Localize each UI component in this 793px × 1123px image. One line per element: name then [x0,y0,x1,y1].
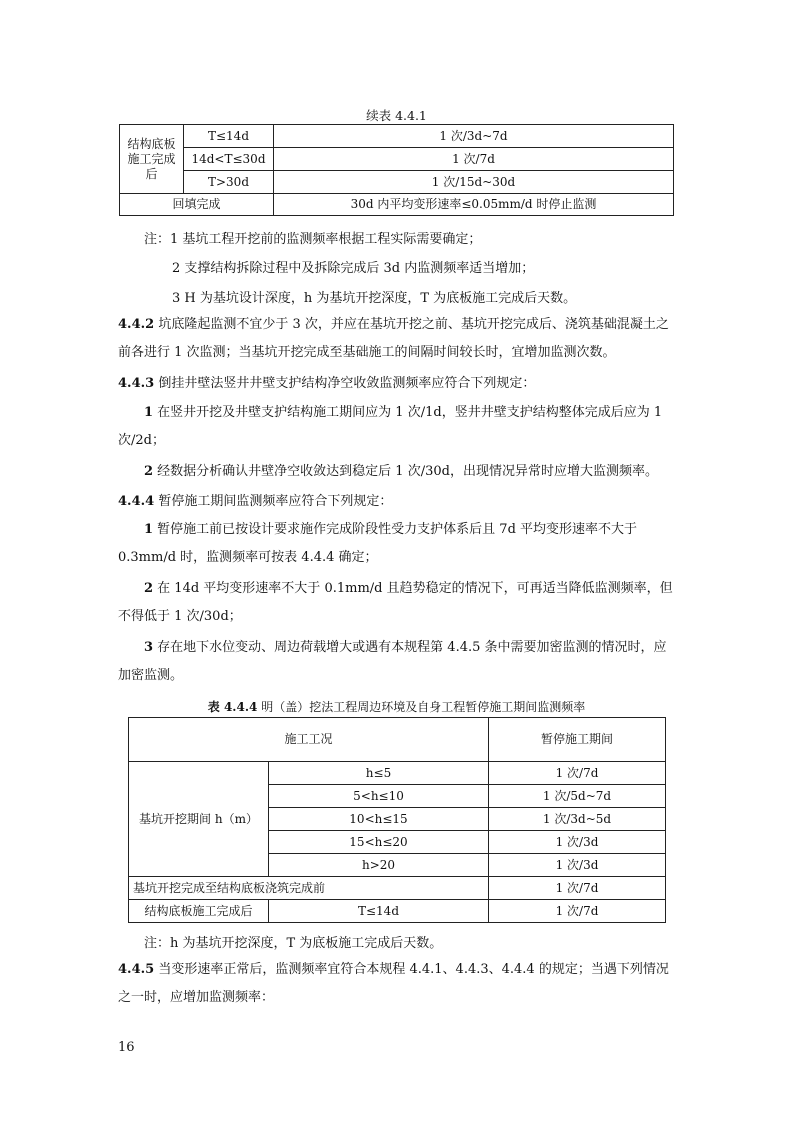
table2-group-label: 基坑开挖期间 h（m） [129,762,269,877]
table1-group-label: 结构底板施工完成后 [120,125,184,194]
table2-caption-text: 明（盖）挖法工程周边环境及自身工程暂停施工期间监测频率 [257,700,586,714]
table2-row-b-freq: 1 次/7d [489,900,666,923]
table2-freq: 1 次/3d [489,831,666,854]
table2-row-b-cond: T≤14d [269,900,489,923]
item-number: 3 [144,640,154,655]
table2-note: 注：h 为基坑开挖深度，T 为底板施工完成后天数。 [144,936,443,951]
table1-caption: 续表 4.4.1 [366,108,427,123]
table2-cond: 5<h≤10 [269,785,489,808]
table2-row-b-label: 结构底板施工完成后 [129,900,269,923]
item-text: 存在地下水位变动、周边荷载增大或遇有本规程第 4.4.5 条中需要加密监测的情况时，应加密监测。 [118,640,667,683]
table1-freq: 1 次/15d~30d [274,171,674,194]
section-number: 4.4.2 [118,317,155,332]
table1-last-freq: 30d 内平均变形速率≤0.05mm/d 时停止监测 [274,194,674,216]
note-2: 2 支撑结构拆除过程中及拆除完成后 3d 内监测频率适当增加； [172,261,535,276]
table2-cond: h>20 [269,854,489,877]
item-text: 在竖井开挖及井壁支护结构施工期间应为 1 次/1d，竖井井壁支护结构整体完成后应为 1 次/2d； [118,405,663,448]
table2-row-a-freq: 1 次/7d [489,877,666,900]
table2-freq: 1 次/5d~7d [489,785,666,808]
table2-head-left: 施工工况 [129,718,489,762]
section-4-4-4 [118,488,674,516]
section-text: 倒挂井壁法竖井井壁支护结构净空收敛监测频率应符合下列规定： [154,376,536,391]
page-number: 16 [118,1040,135,1055]
table1-freq: 1 次/7d [274,148,674,171]
table2-cond: h≤5 [269,762,489,785]
table2-row-a-label: 基坑开挖完成至结构底板浇筑完成前 [129,877,489,900]
item-text: 在 14d 平均变形速率不大于 0.1mm/d 且趋势稳定的情况下，可再适当降低监测频率，但不得低于 1 次/30d； [118,581,673,624]
table2-freq: 1 次/7d [489,762,666,785]
item-text: 经数据分析确认井壁净空收敛达到稳定后 1 次/30d，出现情况异常时应增大监测频率。 [153,464,658,479]
item-number: 1 [144,522,154,537]
item-number: 2 [144,581,154,596]
table2-caption-number: 表 4.4.4 [207,700,258,714]
section-text: 当变形速率正常后，监测频率宜符合本规程 4.4.1、4.4.3、4.4.4 的规定；当遇下列情况之一时，应增加监测频率： [118,962,669,1005]
item-number: 2 [144,464,154,479]
section-4-4-3-item-1 [118,399,674,455]
table1-freq: 1 次/3d~7d [274,125,674,148]
section-number: 4.4.4 [118,494,155,509]
table1 [119,124,674,216]
section-number: 4.4.3 [118,376,155,391]
note-1: 注：1 基坑工程开挖前的监测频率根据工程实际需要确定； [144,232,482,247]
section-text: 坑底隆起监测不宜少于 3 次，并应在基坑开挖之前、基坑开挖完成后、浇筑基础混凝土之前各进行 1 次监测；当基坑开挖完成至基础施工的间隔时间较长时，宜增加监测次数。 [118,317,669,360]
item-number: 1 [144,405,154,420]
note-3: 3 H 为基坑设计深度，h 为基坑开挖深度，T 为底板施工完成后天数。 [172,291,577,306]
table2 [128,717,666,923]
table2-freq: 1 次/3d [489,854,666,877]
table1-cond: 14d<T≤30d [184,148,274,171]
section-4-4-4-item-1 [118,516,674,572]
table2-caption [0,698,793,715]
table1-cond: T≤14d [184,125,274,148]
table1-last-cond: 回填完成 [120,194,274,216]
table2-freq: 1 次/3d~5d [489,808,666,831]
table2-cond: 10<h≤15 [269,808,489,831]
section-text: 暂停施工期间监测频率应符合下列规定： [154,494,393,509]
table1-cond: T>30d [184,171,274,194]
section-4-4-4-item-2 [118,575,674,631]
item-text: 暂停施工前已按设计要求施作完成阶段性受力支护体系后且 7d 平均变形速率不大于 0.3mm/d 时，监测频率可按表 4.4.4 确定； [118,522,638,565]
table2-cond: 15<h≤20 [269,831,489,854]
section-4-4-4-item-3 [118,634,674,690]
section-4-4-5 [118,956,674,1012]
section-number: 4.4.5 [118,962,155,977]
table2-head-right: 暂停施工期间 [489,718,666,762]
section-4-4-2 [118,311,674,367]
section-4-4-3 [118,370,674,398]
section-4-4-3-item-2 [118,458,674,486]
